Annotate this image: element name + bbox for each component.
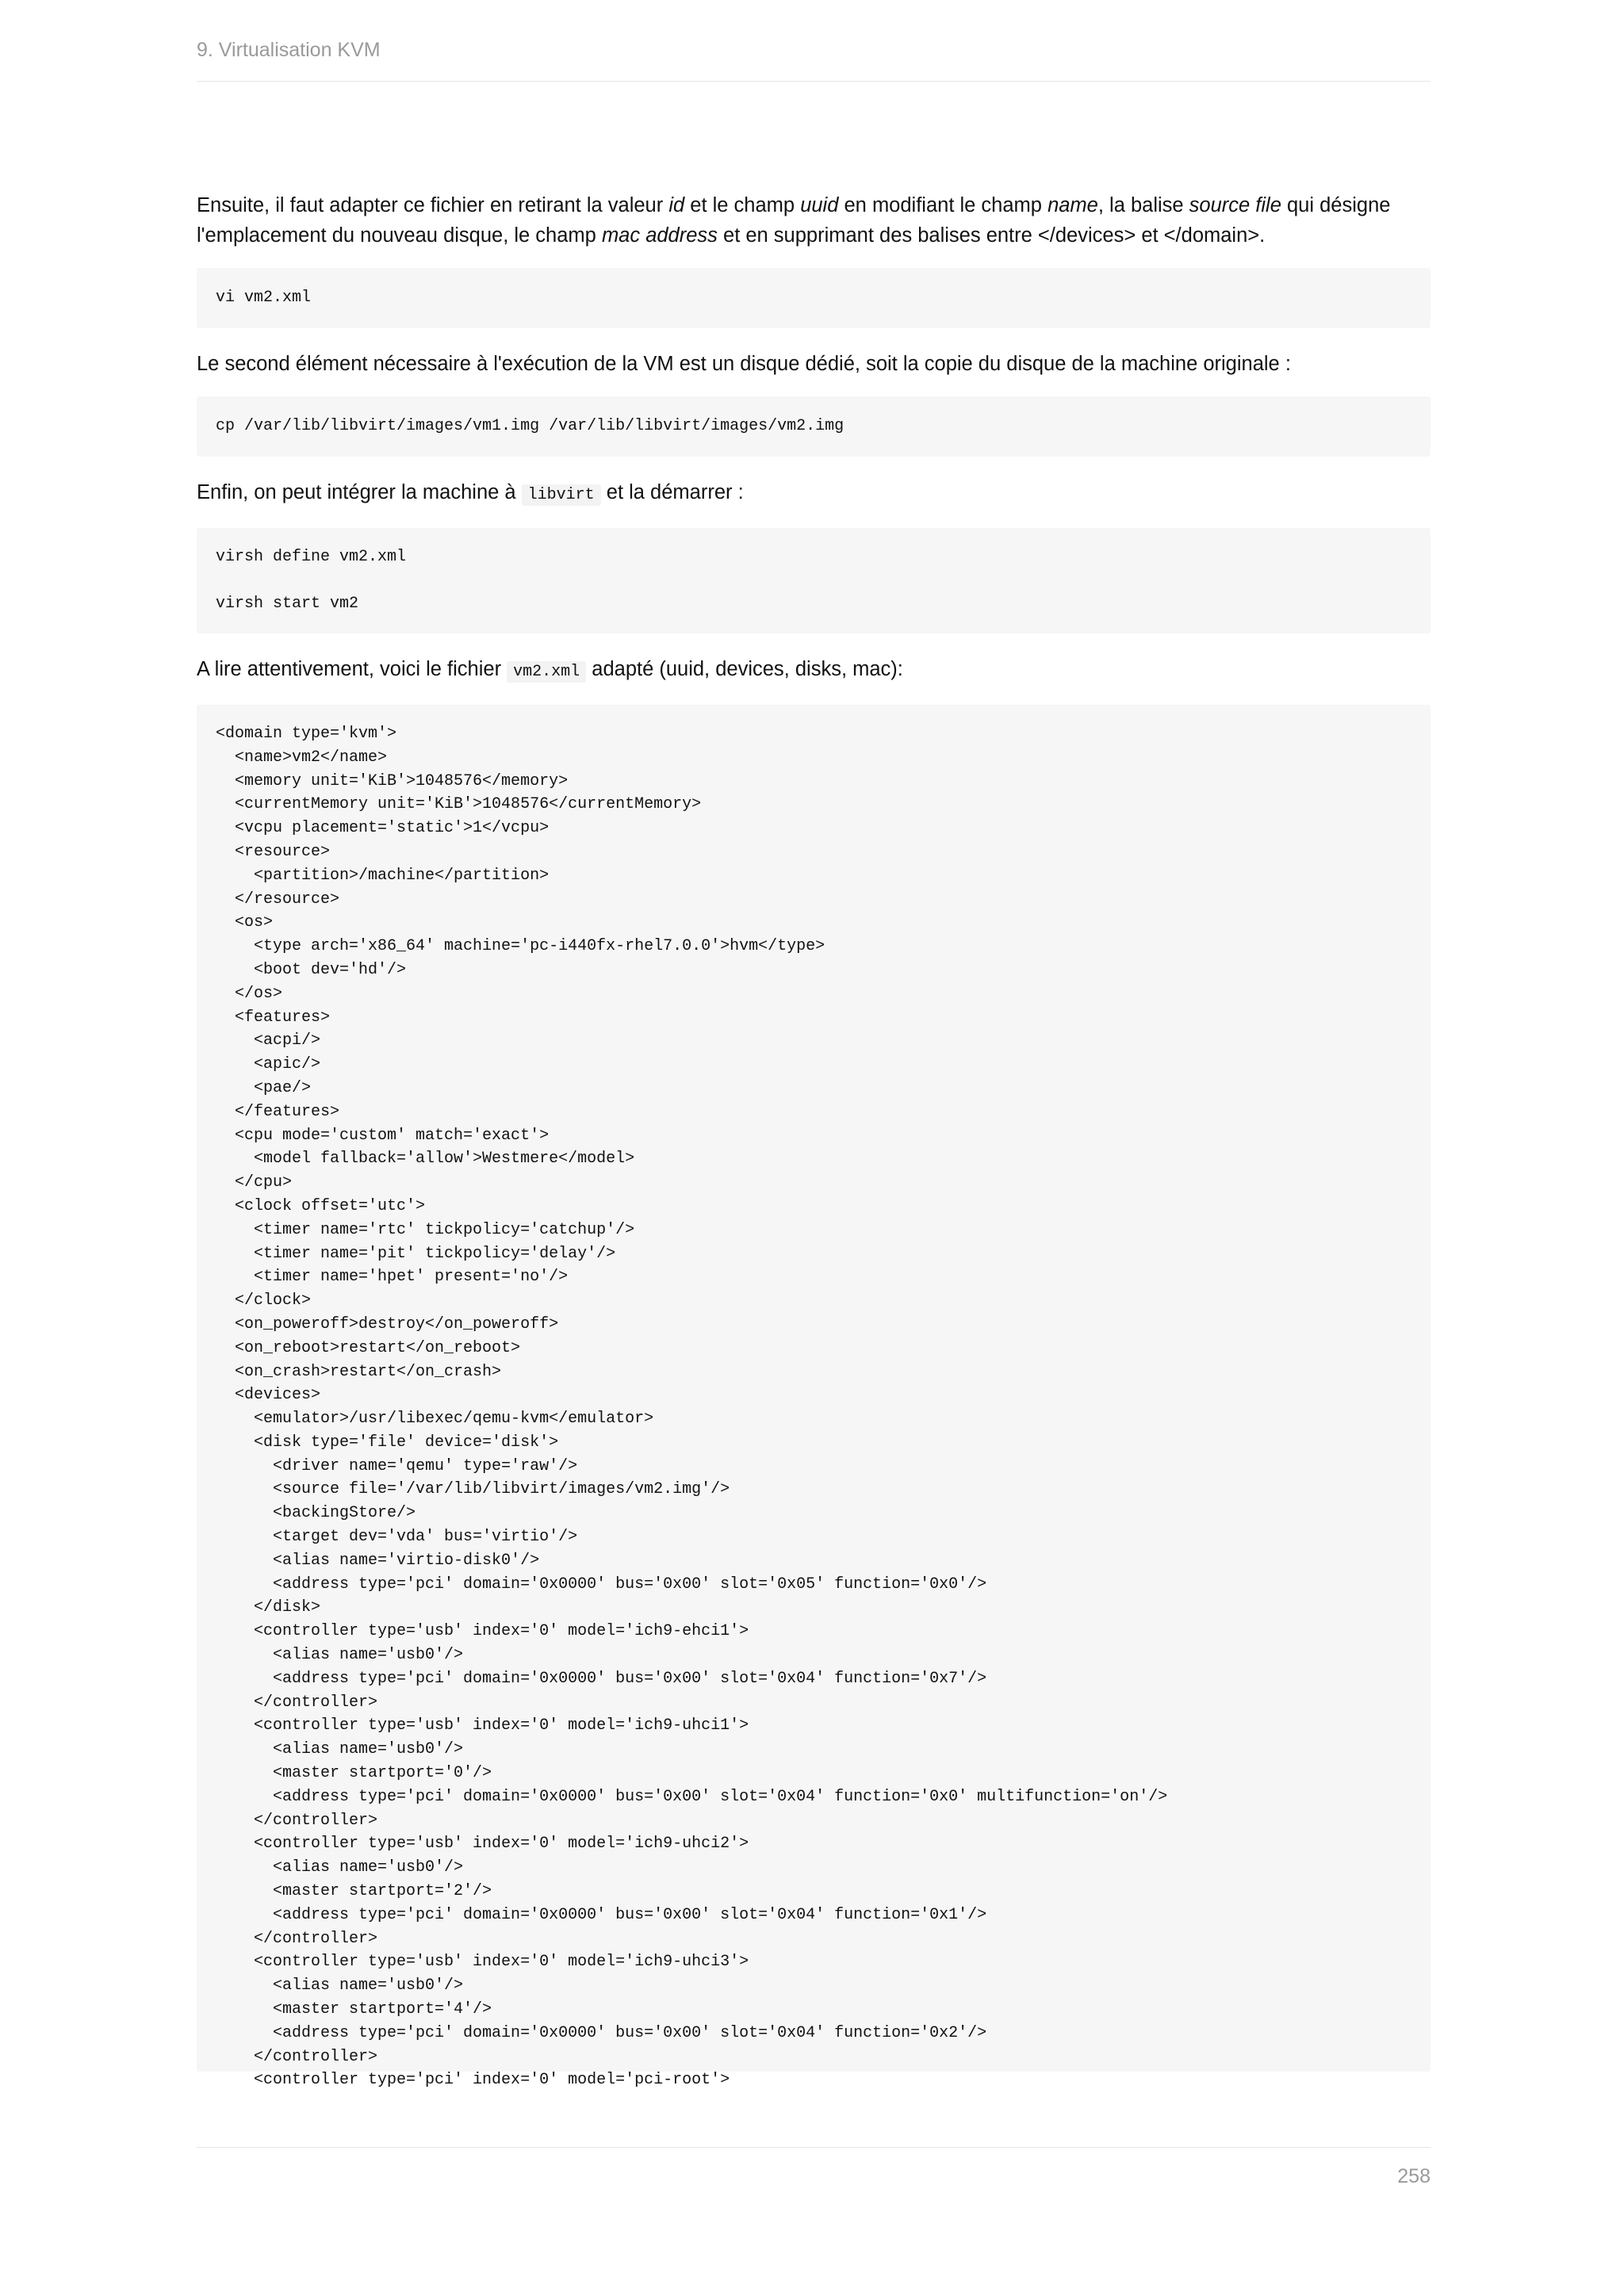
running-header xyxy=(197,35,1431,82)
inline-code-vm2-xml: vm2.xml xyxy=(507,661,586,683)
chapter-title: 9. Virtualisation KVM xyxy=(197,39,381,61)
text-run: et la démarrer : xyxy=(600,480,744,503)
text-run: et en supprimant des balises entre </devices> et </domain>. xyxy=(717,224,1266,247)
emphasis-name: name xyxy=(1048,194,1098,216)
running-footer xyxy=(197,2147,1431,2187)
paragraph-read-carefully xyxy=(197,654,1431,687)
text-run: qui désigne l'emplacement du nouveau disque, le champ xyxy=(197,194,1391,247)
code-block-copy-disk: cp /var/lib/libvirt/images/vm1.img /var/lib/libvirt/images/vm2.img xyxy=(197,396,1431,457)
page-content xyxy=(197,190,1431,2090)
code-block-domain-xml: <domain type='kvm'> <name>vm2</name> <memory unit='KiB'>1048576</memory> <currentMemory unit='KiB'>1048576</currentMemory> <vcpu placement='static'>1</vcpu> <resource> <partition>/machine</partition> </resource> <os> <type arch='x86_64' machine='pc-i440fx-rhel7.0.0'>hvm</type> <boot dev='hd'/> </os> <features> <acpi/> <apic/> <pae/> </features> <cpu mode='custom' match='exact'> <model fallback='allow'>Westmere</model> </cpu> <clock offset='utc'> <timer name='rtc' tickpolicy='catchup'/> <timer name='pit' tickpolicy='delay'/> <timer name='hpet' present='no'/> </clock> <on_poweroff>destroy</on_poweroff> <on_reboot>restart</on_reboot> <on_crash>restart</on_crash> <devices> <emulator>/usr/libexec/qemu-kvm</emulator> <disk type='file' device='disk'> <driver name='qemu' type='raw'/> <source file='/var/lib/libvirt/images/vm2.img'/> <backingStore/> <target dev='vda' bus='virtio'/> <alias name='virtio-disk0'/> <address type='pci' domain='0x0000' bus='0x00' slot='0x05' function='0x0'/> </disk> <controller type='usb' index='0' model='ich9-ehci1'> <alias name='usb0'/> <address type='pci' domain='0x0000' bus='0x00' slot='0x04' function='0x7'/> </controller> <controller type='usb' index='0' model='ich9-uhci1'> <alias name='usb0'/> <master startport='0'/> <address type='pci' domain='0x0000' bus='0x00' slot='0x04' function='0x0' multifunction='on'/> </controller> <controller type='usb' index='0' model='ich9-uhci2'> <alias name='usb0'/> <master startport='2'/> <address type='pci' domain='0x0000' bus='0x00' slot='0x04' function='0x1'/> </controller> <controller type='usb' index='0' model='ich9-uhci3'> <alias name='usb0'/> <master startport='4'/> <address type='pci' domain='0x0000' bus='0x00' slot='0x04' function='0x2'/> </controller> <controller type='pci' index='0' model='pci-root'> xyxy=(197,705,1431,2072)
emphasis-uuid: uuid xyxy=(800,194,839,216)
inline-code-libvirt: libvirt xyxy=(522,484,601,506)
emphasis-mac-address: mac address xyxy=(601,224,718,247)
text-run: A lire attentivement, voici le fichier xyxy=(197,657,508,680)
text-run: Ensuite, il faut adapter ce fichier en retirant la valeur xyxy=(197,194,669,216)
paragraph-integrate-libvirt xyxy=(197,477,1431,511)
text-run: en modifiant le champ xyxy=(838,194,1048,216)
paragraph-adapt-file xyxy=(197,190,1431,251)
paragraph-second-element: Le second élément nécessaire à l'exécution de la VM est un disque dédié, soit la copie du disque de la machine originale : xyxy=(197,352,1291,375)
text-run: et le champ xyxy=(684,194,801,216)
emphasis-source-file: source file xyxy=(1189,194,1281,216)
emphasis-id: id xyxy=(668,194,685,216)
text-run: , la balise xyxy=(1097,194,1189,216)
document-page xyxy=(197,0,1431,2296)
text-run: adapté (uuid, devices, disks, mac): xyxy=(586,657,903,680)
code-block-virsh: virsh define vm2.xml virsh start vm2 xyxy=(197,528,1431,633)
code-block-edit: vi vm2.xml xyxy=(197,268,1431,328)
page-number: 258 xyxy=(1397,2165,1431,2187)
text-run: Enfin, on peut intégrer la machine à xyxy=(197,480,522,503)
